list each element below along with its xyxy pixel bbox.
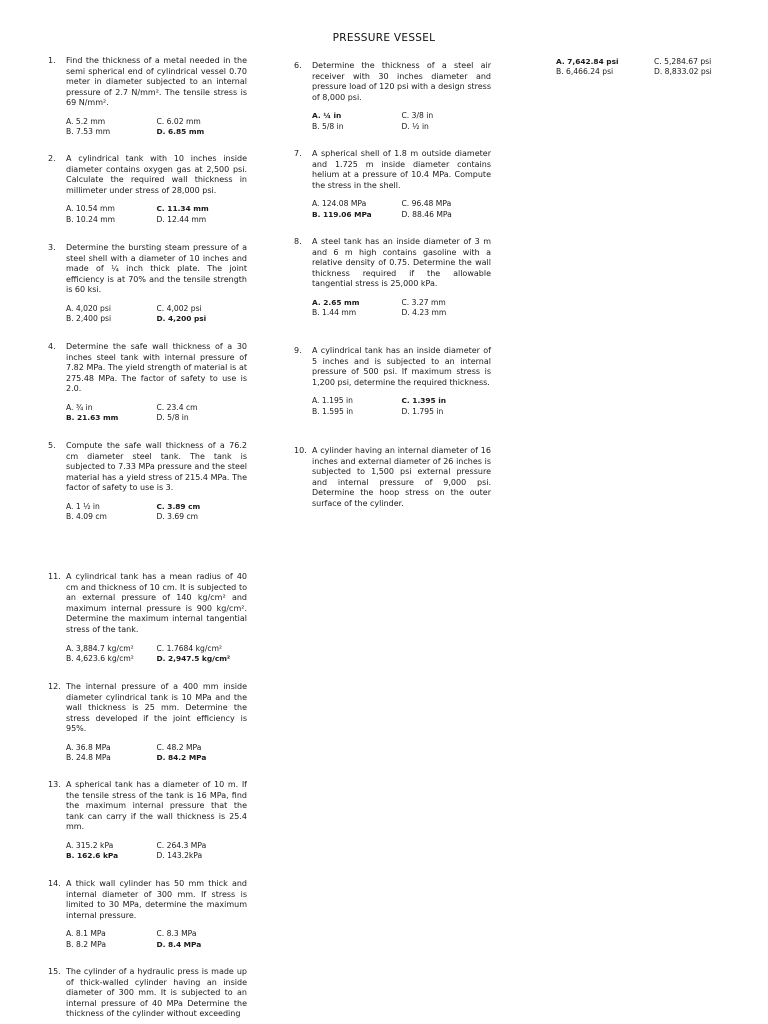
answer-options <box>312 298 491 318</box>
answer-option-c[interactable]: C. 8.3 MPa <box>156 929 197 939</box>
answer-option-a[interactable]: A. ¾ in <box>66 402 93 412</box>
question-number: 5. <box>48 441 56 450</box>
answer-option-a[interactable]: A. 5.2 mm <box>66 116 106 126</box>
answer-option-b[interactable]: B. 1.44 mm <box>312 308 357 318</box>
answer-option-a[interactable]: A. 8.1 MPa <box>66 929 106 939</box>
answer-option-c[interactable]: C. 6.02 mm <box>156 116 201 126</box>
question-text: A cylindrical tank has a mean radius of 40 cm and thickness of 10 cm. It is subjected to an external pressure of 140 kg/cm² and maximum internal pressure is 900 kg/cm². Determine the maximum internal tangential stress of the tank. <box>66 572 247 634</box>
answer-option-d[interactable]: D. 6.85 mm <box>156 127 205 137</box>
question-2 <box>48 154 247 225</box>
answer-option-c[interactable]: C. 48.2 MPa <box>156 742 202 752</box>
question-number: 7. <box>294 149 302 158</box>
answer-option-a[interactable]: A. 3,884.7 kg/cm² <box>66 643 134 653</box>
answer-option-c[interactable]: C. 23.4 cm <box>156 402 198 412</box>
answer-option-a[interactable]: A. 2.65 mm <box>312 297 360 307</box>
answer-option-a[interactable]: A. 124.08 MPa <box>312 199 367 209</box>
question-number: 3. <box>48 243 56 252</box>
question-text: A cylindrical tank has an inside diameter of 5 inches and is subjected to an internal pressure of 500 psi. If maximum stress is 1,200 psi, determine the required thickness. <box>312 346 491 387</box>
question-text: The internal pressure of a 400 mm inside diameter cylindrical tank is 10 MPa and the wall thickness is 25 mm. Determine the stress developed if the joint efficiency is 95%. <box>66 682 247 734</box>
question-5 <box>48 441 247 522</box>
answer-options <box>66 502 247 522</box>
answer-option-b[interactable]: B. 119.06 MPa <box>312 209 372 219</box>
answer-option-b[interactable]: B. 8.2 MPa <box>66 939 106 949</box>
answer-options <box>312 396 491 416</box>
answer-option-d[interactable]: D. 8.4 MPa <box>156 939 202 949</box>
answer-option-b[interactable]: B. 21.63 mm <box>66 413 119 423</box>
answer-option-a[interactable]: A. 36.8 MPa <box>66 742 111 752</box>
question-12 <box>48 682 247 763</box>
question-text: A thick wall cylinder has 50 mm thick and internal diameter of 300 mm. If stress is limited to 30 MPa, determine the maximum internal pressure. <box>66 879 247 920</box>
answer-option-d[interactable]: D. 12.44 mm <box>156 214 207 224</box>
question-number: 8. <box>294 237 302 246</box>
answer-options <box>66 403 247 423</box>
answer-option-d[interactable]: D. 1.795 in <box>401 406 444 416</box>
question-text: A steel tank has an inside diameter of 3 m and 6 m high contains gasoline with a relative density of 0.75. Determine the wall thickness required if the allowable tangential stress is 25,000 kPa. <box>312 237 491 289</box>
question-text: Compute the safe wall thickness of a 76.2 cm diameter steel tank. The tank is subjected to 7.33 MPa pressure and the steel material has a yield stress of 215.4 MPa. The factor of safety to use is 3. <box>66 441 248 493</box>
answer-option-d[interactable]: D. 8,833.02 psi <box>654 67 712 77</box>
answer-option-d[interactable]: D. 88.46 MPa <box>401 209 452 219</box>
answer-option-c[interactable]: C. 1.395 in <box>401 396 447 406</box>
question-text: A spherical shell of 1.8 m outside diameter and 1.725 m inside diameter contains helium at a pressure of 10.4 MPa. Compute the stress in the shell. <box>312 149 491 190</box>
answer-options <box>312 111 491 131</box>
answer-option-d[interactable]: D. ½ in <box>401 121 429 131</box>
question-6 <box>294 61 491 132</box>
answer-option-c[interactable]: C. 11.34 mm <box>156 204 209 214</box>
answer-option-b[interactable]: B. 162.6 kPa <box>66 851 119 861</box>
question-8 <box>294 237 491 318</box>
question-14 <box>48 879 247 950</box>
answer-option-c[interactable]: C. 264.3 MPa <box>156 840 207 850</box>
answer-options <box>66 841 247 861</box>
question-10 <box>294 446 491 510</box>
question-9 <box>294 346 491 417</box>
answer-options <box>66 304 247 324</box>
answer-option-d[interactable]: D. 143.2kPa <box>156 851 203 861</box>
answer-option-b[interactable]: B. 6,466.24 psi <box>556 67 614 77</box>
answer-option-c[interactable]: C. 5,284.67 psi <box>654 57 712 66</box>
answer-option-d[interactable]: D. 4.23 mm <box>401 308 447 318</box>
question-number: 6. <box>294 61 302 70</box>
question-text: A cylinder having an internal diameter of 16 inches and external diameter of 26 inches is subjected to 1,500 psi external pressure and internal pressure of 9,000 psi. Determine the hoop stress on the outer surface of the cylinder. <box>312 446 491 508</box>
question-number: 14. <box>48 879 61 888</box>
answer-option-b[interactable]: B. 2,400 psi <box>66 314 112 324</box>
question-13 <box>48 780 247 861</box>
answer-option-b[interactable]: B. 4.09 cm <box>66 512 107 522</box>
question-text: A spherical tank has a diameter of 10 m. If the tensile stress of the tank is 16 MPa, find the maximum internal pressure that the tank can carry if the wall thickness is 25.4 mm. <box>66 780 247 832</box>
answer-option-c[interactable]: C. 4,002 psi <box>156 303 202 313</box>
answer-option-a[interactable]: A. 1.195 in <box>312 396 353 406</box>
answer-options <box>66 117 247 137</box>
answer-option-b[interactable]: B. 4,623.6 kg/cm² <box>66 653 134 663</box>
answer-option-d[interactable]: D. 2,947.5 kg/cm² <box>156 653 231 663</box>
answer-option-b[interactable]: B. 10.24 mm <box>66 214 115 224</box>
answer-options <box>312 199 491 219</box>
answer-option-d[interactable]: D. 3.69 cm <box>156 512 199 522</box>
answer-options <box>66 644 247 664</box>
question-text: Determine the bursting steam pressure of a steel shell with a diameter of 10 inches and made of ¼ inch thick plate. The joint efficiency is at 70% and the tensile strength is 60 ksi. <box>66 243 247 295</box>
question-11 <box>48 572 247 664</box>
question-text: Find the thickness of a metal needed in the semi spherical end of cylindrical vessel 0.70 meter in diameter subjected to an internal pressure of 2.7 N/mm². The tensile stress is 69 N/mm². <box>66 56 247 108</box>
question-number: 11. <box>48 572 61 581</box>
answer-option-b[interactable]: B. 5/8 in <box>312 121 344 131</box>
question-7 <box>294 149 491 220</box>
answer-options <box>66 204 247 224</box>
answer-option-b[interactable]: B. 24.8 MPa <box>66 753 111 763</box>
answer-option-a[interactable]: A. 4,020 psi <box>66 303 111 313</box>
question-number: 4. <box>48 342 56 351</box>
question-15 <box>48 967 247 1020</box>
question-number: 12. <box>48 682 61 691</box>
answer-option-d[interactable]: D. 84.2 MPa <box>156 753 207 763</box>
question-number: 15. <box>48 967 61 976</box>
answer-option-c[interactable]: C. 3.89 cm <box>156 501 201 511</box>
question-text: The cylinder of a hydraulic press is made up of thick-walled cylinder having an inside diameter of 300 mm. It is subjected to an internal pressure of 40 MPa Determine the thickness of the cylinder without exceeding <box>66 967 247 1019</box>
answer-option-c[interactable]: C. 96.48 MPa <box>401 199 452 209</box>
answer-option-c[interactable]: C. 3.27 mm <box>401 297 446 307</box>
question-number: 1. <box>48 56 56 65</box>
question-text: Determine the thickness of a steel air receiver with 30 inches diameter and pressure load of 120 psi with a design stress of 8,000 psi. <box>312 61 491 102</box>
answer-option-a[interactable]: A. 1 ½ in <box>66 501 100 511</box>
question-10-options <box>556 57 736 77</box>
question-number: 10. <box>294 446 307 455</box>
question-number: 9. <box>294 346 302 355</box>
answer-options <box>66 929 247 949</box>
question-1 <box>48 56 247 137</box>
question-3 <box>48 243 247 324</box>
answer-option-c[interactable]: C. 3/8 in <box>401 111 434 121</box>
answer-option-a[interactable]: A. 315.2 kPa <box>66 840 114 850</box>
answer-options <box>66 743 247 763</box>
answer-option-c[interactable]: C. 1.7684 kg/cm² <box>156 643 223 653</box>
answer-option-d[interactable]: D. 4,200 psi <box>156 314 207 324</box>
answer-option-b[interactable]: B. 1.595 in <box>312 406 354 416</box>
answer-option-a[interactable]: A. ¼ in <box>312 111 342 121</box>
answer-option-d[interactable]: D. 5/8 in <box>156 413 189 423</box>
page-title: PRESSURE VESSEL <box>332 32 436 44</box>
answer-option-b[interactable]: B. 7.53 mm <box>66 127 111 137</box>
answer-option-a[interactable]: A. 10.54 mm <box>66 204 115 214</box>
answer-option-a[interactable]: A. 7,642.84 psi <box>556 57 619 66</box>
question-4 <box>48 342 247 423</box>
question-number: 13. <box>48 780 61 789</box>
question-number: 2. <box>48 154 56 163</box>
question-text: Determine the safe wall thickness of a 30 inches steel tank with internal pressure of 7.82 MPa. The yield strength of material is at 275.48 MPa. The factor of safety to use is 2.0. <box>66 342 247 394</box>
question-text: A cylindrical tank with 10 inches inside diameter contains oxygen gas at 2,500 psi. Calculate the required wall thickness in millimeter under stress of 28,000 psi. <box>66 154 247 195</box>
